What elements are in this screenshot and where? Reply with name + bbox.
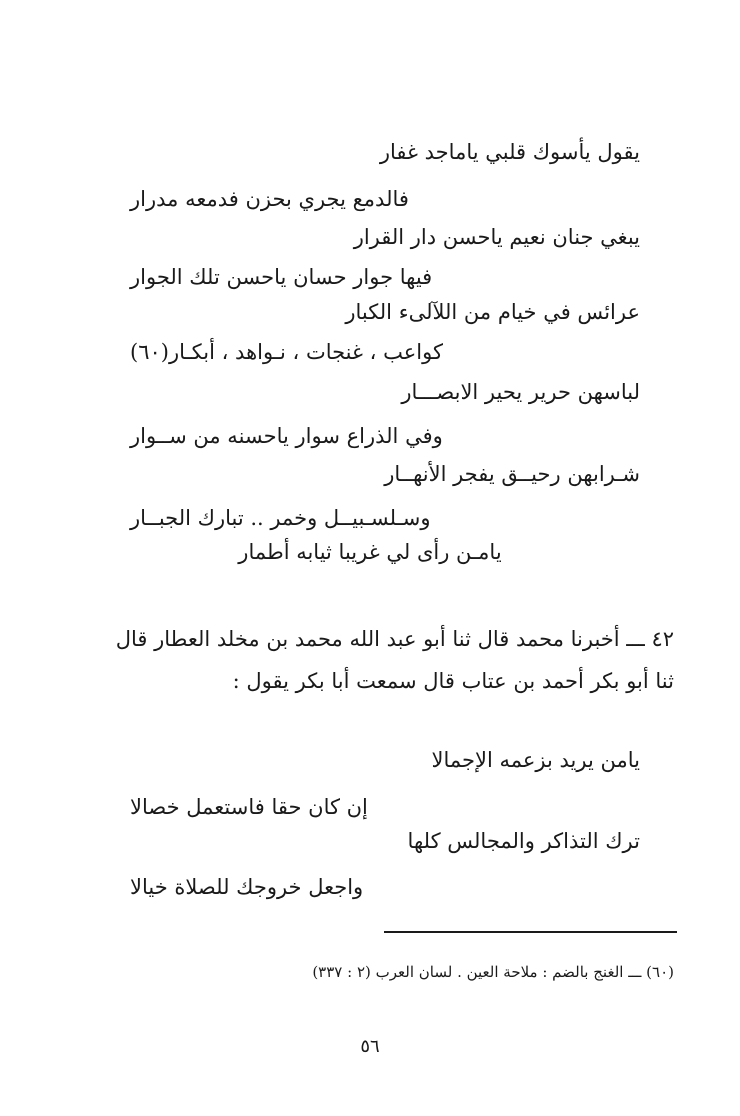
poem1-line-6: كواعب ، غنجات ، نـواهد ، أبكـار(٦٠)	[130, 340, 443, 364]
poem1-line-3: يبغي جنان نعيم ياحسن دار القرار	[353, 225, 640, 249]
poem1-line-11: يامـن رأى لي غريبا ثيابه أطمار	[238, 540, 502, 564]
poem1-line-10: وسـلسـبيــل وخمر .. تبارك الجبــار	[130, 506, 431, 530]
poem2-line-3: ترك التذاكر والمجالس كلها	[407, 829, 640, 853]
narration-paragraph: ٤٢ ـــ أخبرنا محمد قال ثنا أبو عبد الله محمد بن مخلد العطار قال ثنا أبو بكر أحمد بن عتاب قال سمعت أبا بكر يقول :	[115, 627, 674, 693]
footnote-divider	[384, 931, 677, 933]
poem1-line-4: فيها جوار حسان ياحسن تلك الجوار	[130, 265, 433, 289]
page-number: ٥٦	[360, 1036, 380, 1057]
poem2-line-1: يامن يريد بزعمه الإجمالا	[431, 748, 640, 772]
poem2-line-2: إن كان حقا فاستعمل خصالا	[130, 795, 368, 819]
poem1-line-8: وفي الذراع سوار ياحسنه من ســوار	[130, 424, 443, 448]
poem1-line-2: فالدمع يجري بحزن فدمعه مدرار	[130, 187, 409, 211]
poem1-line-5: عرائس في خيام من اللآلىء الكبار	[345, 300, 640, 324]
poem1-line-7: لباسهن حرير يحير الابصـــار	[401, 380, 640, 404]
footnote-60: (٦٠) ـــ الغنج بالضم : ملاحة العين . لسان العرب (٢ : ٣٣٧)	[312, 963, 674, 981]
poem2-line-4: واجعل خروجك للصلاة خيالا	[130, 875, 364, 899]
poem1-line-9: شـرابهن رحيــق يفجر الأنهــار	[384, 462, 640, 486]
poem1-line-1: يقول يأسوك قلبي ياماجد غفار	[379, 140, 640, 164]
